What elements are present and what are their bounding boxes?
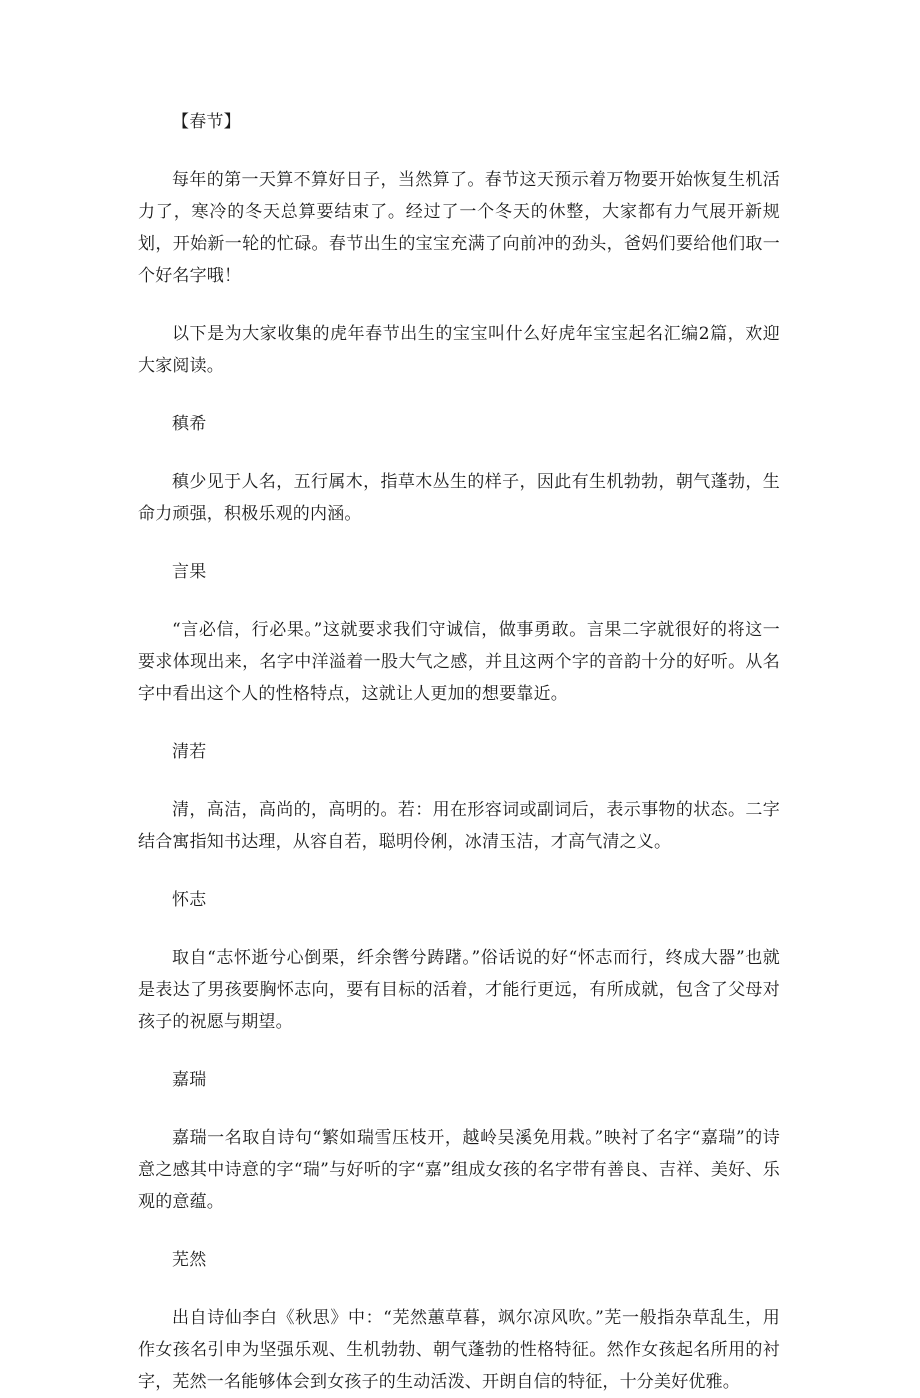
name-heading-6: 芜然 — [172, 1250, 207, 1270]
name-heading-3: 清若 — [172, 742, 207, 762]
intro-paragraph: 每年的第一天算不算好日子，当然算了。春节这天预示着万物要开始恢复生机活力了，寒冷的冬天总算要结束了。经过了一个冬天的休整，大家都有力气展开新规划，开始新一轮的忙碌。春节出生的宝宝充满了向前冲的劲头，爸妈们要给他们取一个好名字哦！ — [138, 170, 780, 286]
name-heading-5: 嘉瑞 — [172, 1070, 207, 1090]
name-description-5: 嘉瑞一名取自诗句“繁如瑞雪压枝开，越岭吴溪免用栽。”映衬了名字“嘉瑞”的诗意之感其中诗意的字“瑞”与好听的字“嘉”组成女孩的名字带有善良、吉祥、美好、乐观的意蕴。 — [138, 1128, 780, 1212]
name-description-3: 清，高洁，高尚的，高明的。若：用在形容词或副词后，表示事物的状态。二字结合寓指知书达理，从容自若，聪明伶俐，冰清玉洁，才高气清之义。 — [138, 800, 780, 852]
name-description-6: 出自诗仙李白《秋思》中：“芜然蕙草暮，飒尔凉风吹。”芜一般指杂草乱生，用作女孩名引申为坚强乐观、生机勃勃、朝气蓬勃的性格特征。然作女孩起名所用的衬字，芜然一名能够体会到女孩子的生动活泼、开朗自信的特征，十分美好优雅。 — [138, 1308, 780, 1392]
name-description-1: 稹少见于人名，五行属木，指草木丛生的样子，因此有生机勃勃，朝气蓬勃，生命力顽强，积极乐观的内涵。 — [138, 472, 780, 524]
name-heading-2: 言果 — [172, 562, 207, 582]
name-heading-4: 怀志 — [172, 890, 207, 910]
name-description-2: “言必信，行必果。”这就要求我们守诚信，做事勇敢。言果二字就很好的将这一要求体现出来，名字中洋溢着一股大气之感，并且这两个字的音韵十分的好听。从名字中看出这个人的性格特点，这就让人更加的想要靠近。 — [138, 620, 780, 704]
name-description-4: 取自“志怀逝兮心倒栗，纤余辔兮踌躇。”俗话说的好“怀志而行，终成大器”也就是表达了男孩要胸怀志向，要有目标的活着，才能行更远，有所成就，包含了父母对孩子的祝愿与期望。 — [138, 948, 780, 1032]
lead-paragraph: 以下是为大家收集的虎年春节出生的宝宝叫什么好虎年宝宝起名汇编2篇，欢迎大家阅读。 — [138, 324, 780, 376]
document-body — [138, 106, 780, 1398]
section-title: 【春节】 — [172, 112, 241, 132]
name-heading-1: 稹希 — [172, 414, 207, 434]
